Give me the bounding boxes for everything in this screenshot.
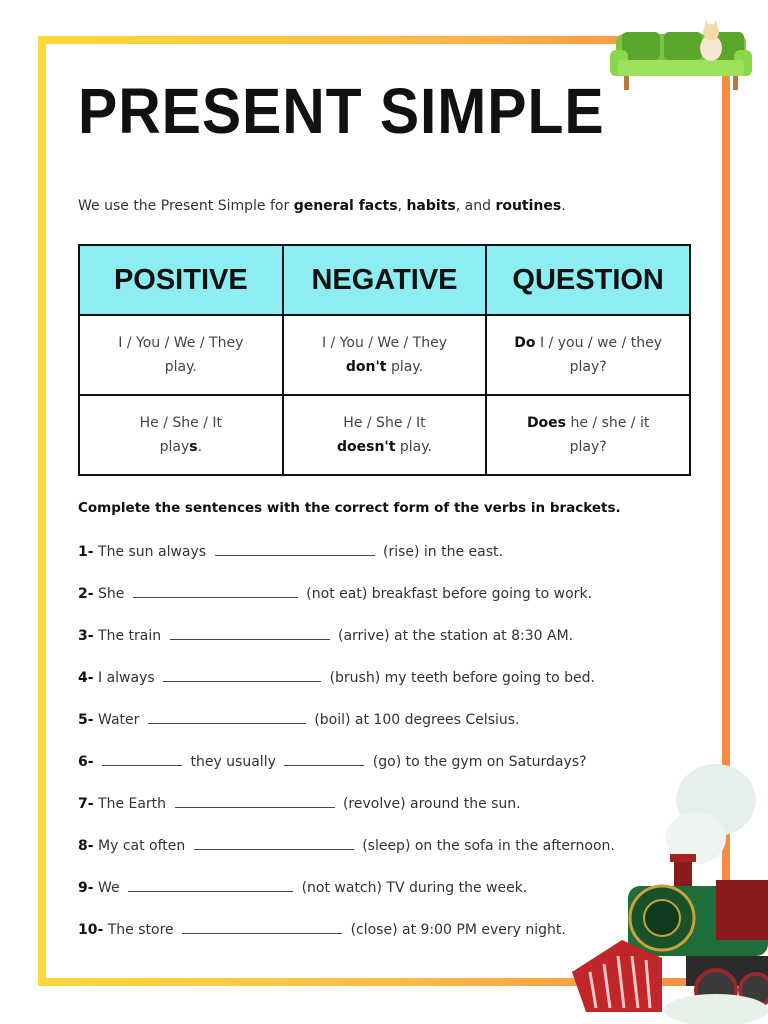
- cell-negative-singular: He / She / It doesn't play.: [283, 395, 487, 475]
- exercise-item: 7- The Earth (revolve) around the sun.: [78, 793, 615, 835]
- exercise-item: 4- I always (brush) my teeth before going to bed.: [78, 667, 615, 709]
- answer-blank[interactable]: [163, 667, 321, 682]
- cell-negative-plural: I / You / We / They don't play.: [283, 315, 487, 395]
- answer-blank[interactable]: [194, 835, 354, 850]
- exercise-item: 1- The sun always (rise) in the east.: [78, 541, 615, 583]
- exercise-list: [78, 541, 615, 961]
- exercise-item: 10- The store (close) at 9:00 PM every night.: [78, 919, 615, 961]
- header-negative: NEGATIVE: [283, 245, 487, 315]
- cell-positive-plural: I / You / We / They play.: [79, 315, 283, 395]
- answer-blank[interactable]: [284, 751, 364, 766]
- page-title: PRESENT SIMPLE: [78, 75, 605, 147]
- exercise-instruction: Complete the sentences with the correct form of the verbs in brackets.: [78, 500, 621, 516]
- exercise-item: 9- We (not watch) TV during the week.: [78, 877, 615, 919]
- term-routines: routines: [495, 198, 562, 214]
- answer-blank[interactable]: [175, 793, 335, 808]
- intro-text: We use the Present Simple for general facts, habits, and routines.: [78, 198, 566, 214]
- exercise-item: 8- My cat often (sleep) on the sofa in the afternoon.: [78, 835, 615, 877]
- answer-blank[interactable]: [128, 877, 293, 892]
- cell-positive-singular: He / She / It plays.: [79, 395, 283, 475]
- answer-blank[interactable]: [170, 625, 330, 640]
- sofa-with-cat-icon: [608, 20, 754, 92]
- exercise-item: 3- The train (arrive) at the station at 8:30 AM.: [78, 625, 615, 667]
- answer-blank[interactable]: [215, 541, 375, 556]
- table-row: [79, 315, 690, 395]
- term-habits: habits: [406, 198, 456, 214]
- steam-train-icon: [566, 760, 768, 1024]
- term-general-facts: general facts: [293, 198, 398, 214]
- exercise-item: 2- She (not eat) breakfast before going to work.: [78, 583, 615, 625]
- table-row: [79, 395, 690, 475]
- header-question: QUESTION: [486, 245, 690, 315]
- cell-question-plural: Do I / you / we / they play?: [486, 315, 690, 395]
- answer-blank[interactable]: [148, 709, 306, 724]
- exercise-item: 6- they usually (go) to the gym on Saturdays?: [78, 751, 615, 793]
- header-positive: POSITIVE: [79, 245, 283, 315]
- grammar-table: [78, 244, 691, 476]
- answer-blank[interactable]: [102, 751, 182, 766]
- exercise-item: 5- Water (boil) at 100 degrees Celsius.: [78, 709, 615, 751]
- table-header-row: [79, 245, 690, 315]
- answer-blank[interactable]: [133, 583, 298, 598]
- answer-blank[interactable]: [182, 919, 342, 934]
- cell-question-singular: Does he / she / it play?: [486, 395, 690, 475]
